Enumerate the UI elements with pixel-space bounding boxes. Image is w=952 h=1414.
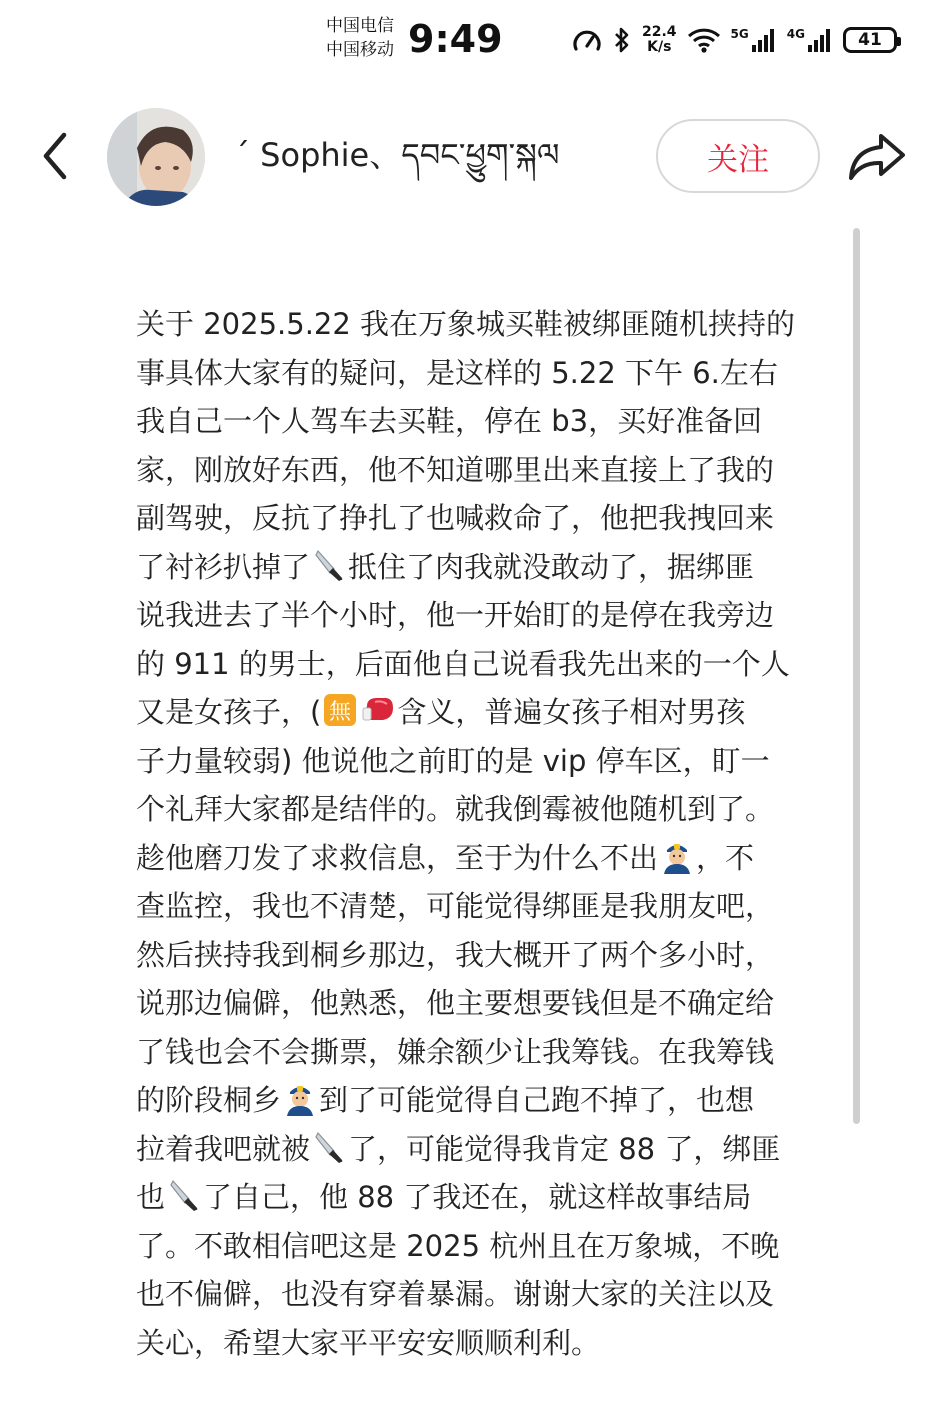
knife-icon (312, 1129, 346, 1165)
carrier-1: 中国电信 (326, 16, 394, 36)
post-text: 拉着我吧就被 (136, 1131, 311, 1166)
boxing-glove-icon (361, 692, 395, 728)
back-button[interactable] (30, 128, 80, 184)
username[interactable]: ˊ Sophie、དབང་ཕྱུག་སྐལ (234, 136, 560, 174)
post-line: 说那边偏僻，他熟悉，他主要想要钱但是不确定给 (136, 986, 775, 1020)
police-officer-icon (660, 838, 694, 874)
network-speed-value: 22.4 (642, 24, 677, 40)
post-text: 趁他磨刀发了求救信息，至于为什么不出 (136, 840, 659, 875)
post-content (136, 300, 826, 1367)
police-officer-icon (283, 1080, 317, 1116)
post-line: 家，刚放好东西，他不知道哪里出来直接上了我的 (136, 452, 775, 487)
scrollbar[interactable] (853, 228, 860, 1124)
post-line: 我自己一个人驾车去买鞋，停在 b3，买好准备回 (136, 404, 763, 438)
post-line: 关心，希望大家平平安安顺顺利利。 (136, 1325, 601, 1360)
post-line: 也不偏僻，也没有穿着暴漏。谢谢大家的关注以及 (136, 1277, 775, 1311)
post-line: 查监控，我也不清楚，可能觉得绑匪是我朋友吧， (136, 889, 775, 923)
bluetooth-icon (612, 26, 632, 54)
post-text: 抵住了肉我就没敢动了，据绑匪 (348, 549, 755, 584)
post-line (136, 1125, 826, 1174)
post-line (136, 688, 826, 737)
post-line: 了钱也会不会撕票，嫌余额少让我筹钱。在我筹钱 (136, 1034, 775, 1069)
post-text: 了自己，他 88 了我还在，就这样故事结局 (203, 1180, 752, 1214)
post-text: 了，可能觉得我肯定 88 了，绑匪 (348, 1131, 781, 1166)
avatar[interactable] (107, 108, 205, 206)
network-speed-unit: K/s (647, 39, 672, 55)
network-speed (642, 25, 677, 55)
post-line: 的 911 的男士，后面他自己说看我先出来的一个人 (136, 646, 790, 681)
follow-button[interactable]: 关注 (656, 119, 820, 193)
post-line: 说我进去了半个小时，他一开始盯的是停在我旁边 (136, 598, 775, 632)
carrier-labels (326, 14, 394, 62)
post-line (136, 1076, 826, 1125)
post-line (136, 543, 826, 592)
post-text: 也 (136, 1180, 166, 1214)
avatar-image (107, 108, 205, 206)
signal-5g-label: 5G (730, 27, 749, 41)
speedometer-icon (572, 27, 602, 53)
post-text: 含义，普遍女孩子相对男孩 (397, 695, 746, 729)
share-button[interactable] (846, 128, 908, 184)
signal-4g-label: 4G (786, 27, 805, 41)
signal-4g-icon (787, 27, 833, 53)
post-line: 子力量较弱) 他说他之前盯的是 vip 停车区，盯一 (136, 743, 770, 778)
post-header (0, 100, 952, 210)
status-bar (0, 0, 952, 80)
post-text: 到了可能觉得自己跑不掉了，也想 (319, 1083, 755, 1117)
post-text: ，不 (696, 840, 755, 875)
post-line (136, 834, 826, 883)
carrier-2: 中国移动 (326, 40, 394, 60)
post-line: 了。不敢相信吧这是 2025 杭州且在万象城，不晚 (136, 1228, 780, 1263)
post-line: 事具体大家有的疑问，是这样的 5.22 下午 6.左右 (136, 355, 778, 390)
post-line: 副驾驶，反抗了挣扎了也喊救命了，他把我拽回来 (136, 501, 775, 535)
battery-icon (843, 27, 897, 53)
post-text: 的阶段桐乡 (136, 1083, 282, 1117)
signal-5g-icon (731, 27, 777, 53)
knife-icon (312, 547, 346, 583)
chevron-left-icon (40, 131, 70, 181)
battery-level: 41 (858, 30, 882, 50)
post-text: 了衬衫扒掉了 (136, 549, 311, 584)
knife-icon (167, 1177, 201, 1213)
wu-sign-icon (323, 692, 357, 728)
post-text: 又是女孩子，( (136, 695, 322, 729)
clock: 9:49 (408, 17, 503, 61)
post-line: 个礼拜大家都是结伴的。就我倒霉被他随机到了。 (136, 792, 775, 826)
post-line: 关于 2025.5.22 我在万象城买鞋被绑匪随机挟持的 (136, 307, 796, 341)
post-line: 然后挟持我到桐乡那边，我大概开了两个多小时， (136, 937, 775, 972)
post-line (136, 1173, 826, 1222)
status-icons (572, 20, 897, 60)
wifi-icon (687, 26, 721, 54)
share-arrow-icon (847, 130, 907, 182)
svg-text:無: 無 (329, 700, 352, 725)
